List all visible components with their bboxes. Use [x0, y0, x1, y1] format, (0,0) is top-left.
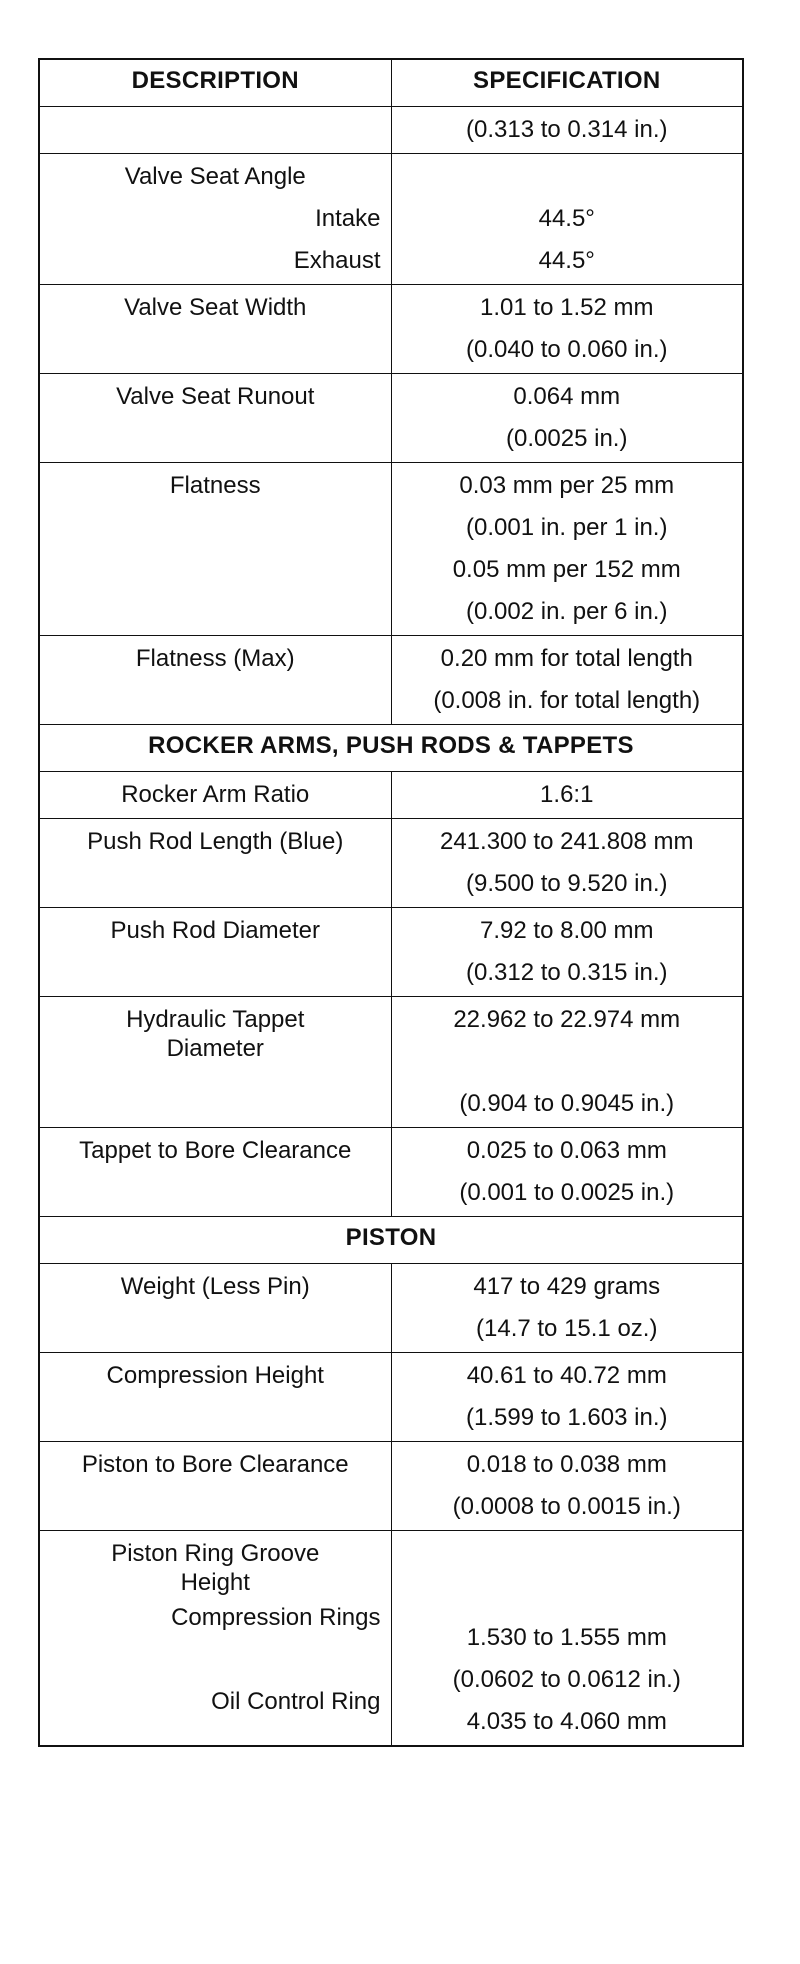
specification-line: (14.7 to 15.1 oz.) [476, 1315, 658, 1342]
specification-line: 44.5° [538, 205, 595, 232]
specification-line: (1.599 to 1.603 in.) [466, 1404, 668, 1431]
section-row [39, 725, 743, 772]
description-line: Push Rod Length (Blue) [87, 828, 344, 855]
header-row [39, 59, 743, 107]
specification-line: (0.040 to 0.060 in.) [466, 336, 668, 363]
table-row [39, 285, 743, 374]
description-cell [39, 154, 391, 285]
description-cell [39, 374, 391, 463]
specification-cell [391, 819, 743, 908]
specification-cell [391, 374, 743, 463]
specification-cell [391, 997, 743, 1128]
description-line: Diameter [166, 1035, 264, 1062]
description-line: Valve Seat Runout [116, 383, 315, 410]
description-cell [39, 1531, 391, 1747]
specification-line: (0.001 to 0.0025 in.) [459, 1179, 675, 1206]
description-line: Compression Height [106, 1362, 324, 1389]
spec-table [38, 58, 744, 1747]
specification-cell [391, 154, 743, 285]
description-cell [39, 997, 391, 1128]
description-cell [39, 285, 391, 374]
description-line: Valve Seat Angle [124, 163, 306, 190]
specification-line: 0.064 mm [513, 383, 621, 410]
table-row [39, 908, 743, 997]
specification-line: 0.05 mm per 152 mm [452, 556, 681, 583]
table-row [39, 463, 743, 636]
specification-line [392, 1041, 743, 1083]
description-cell [39, 819, 391, 908]
section-title: PISTON [39, 1217, 743, 1264]
specification-cell [391, 1442, 743, 1531]
description-line: Piston Ring Groove [111, 1540, 320, 1567]
specification-line: (0.313 to 0.314 in.) [466, 116, 668, 143]
specification-line [392, 1533, 743, 1575]
specification-line: 4.035 to 4.060 mm [466, 1708, 667, 1735]
specification-line: 0.025 to 0.063 mm [466, 1137, 667, 1164]
table-row [39, 1531, 743, 1747]
description-cell [39, 772, 391, 819]
description-line: Piston to Bore Clearance [81, 1451, 349, 1478]
table-row [39, 636, 743, 725]
table-row [39, 374, 743, 463]
table-row [39, 154, 743, 285]
table-row [39, 1128, 743, 1217]
description-cell [39, 1128, 391, 1217]
table-row [39, 772, 743, 819]
specification-cell [391, 1128, 743, 1217]
specification-line: 44.5° [538, 247, 595, 274]
specification-line: 1.01 to 1.52 mm [480, 294, 654, 321]
specification-line: (0.904 to 0.9045 in.) [459, 1090, 675, 1117]
section-row [39, 1217, 743, 1264]
specification-line: (0.0008 to 0.0015 in.) [452, 1493, 681, 1520]
specification-line: (0.001 in. per 1 in.) [466, 514, 668, 541]
description-cell [39, 463, 391, 636]
table-row [39, 1442, 743, 1531]
description-line: Oil Control Ring [211, 1688, 381, 1715]
specification-cell [391, 285, 743, 374]
specification-line: 0.20 mm for total length [440, 645, 693, 672]
specification-line [392, 156, 743, 198]
description-line: Hydraulic Tappet [126, 1006, 305, 1033]
specification-line [392, 1575, 743, 1617]
specification-line: (0.002 in. per 6 in.) [466, 598, 668, 625]
specification-cell [391, 107, 743, 154]
description-line: Flatness [169, 472, 261, 499]
table-row [39, 997, 743, 1128]
table-row [39, 819, 743, 908]
specification-line: 1.6:1 [540, 781, 594, 808]
specification-line: 0.03 mm per 25 mm [459, 472, 675, 499]
table-row [39, 1264, 743, 1353]
description-line: Compression Rings [171, 1604, 381, 1631]
specification-line: (0.0025 in.) [506, 425, 628, 452]
table-row [39, 107, 743, 154]
description-line: Valve Seat Width [124, 294, 307, 321]
specification-line: (9.500 to 9.520 in.) [466, 870, 668, 897]
description-cell [39, 1353, 391, 1442]
description-cell [39, 1264, 391, 1353]
table-row [39, 1353, 743, 1442]
spec-body [39, 107, 743, 1747]
specification-line: (0.312 to 0.315 in.) [466, 959, 668, 986]
specification-line: (0.0602 to 0.0612 in.) [452, 1666, 681, 1693]
description-line: Intake [315, 205, 381, 232]
description-cell [39, 636, 391, 725]
specification-cell [391, 908, 743, 997]
specification-line: 0.018 to 0.038 mm [466, 1451, 667, 1478]
description-cell [39, 1442, 391, 1531]
description-line: Flatness (Max) [135, 645, 295, 672]
specification-line: 417 to 429 grams [473, 1273, 661, 1300]
description-cell [39, 908, 391, 997]
specification-cell [391, 636, 743, 725]
description-line: Tappet to Bore Clearance [79, 1137, 352, 1164]
specification-line: 7.92 to 8.00 mm [480, 917, 654, 944]
section-title: ROCKER ARMS, PUSH RODS & TAPPETS [39, 725, 743, 772]
description-cell [39, 107, 391, 154]
specification-line: 1.530 to 1.555 mm [466, 1624, 667, 1651]
specification-line: 22.962 to 22.974 mm [453, 1006, 681, 1033]
specification-line: (0.008 in. for total length) [433, 687, 701, 714]
specification-cell [391, 1353, 743, 1442]
description-header: DESCRIPTION [39, 59, 391, 107]
specification-line: 40.61 to 40.72 mm [466, 1362, 667, 1389]
specification-line: 241.300 to 241.808 mm [439, 828, 694, 855]
description-line: Weight (Less Pin) [120, 1273, 310, 1300]
description-line: Rocker Arm Ratio [121, 781, 310, 808]
specification-cell [391, 463, 743, 636]
specification-cell [391, 1264, 743, 1353]
specification-cell [391, 772, 743, 819]
description-line [40, 1639, 391, 1681]
specification-cell [391, 1531, 743, 1747]
description-line: Push Rod Diameter [110, 917, 320, 944]
description-line: Height [180, 1569, 250, 1596]
description-line: Exhaust [293, 247, 381, 274]
specification-header: SPECIFICATION [391, 59, 743, 107]
